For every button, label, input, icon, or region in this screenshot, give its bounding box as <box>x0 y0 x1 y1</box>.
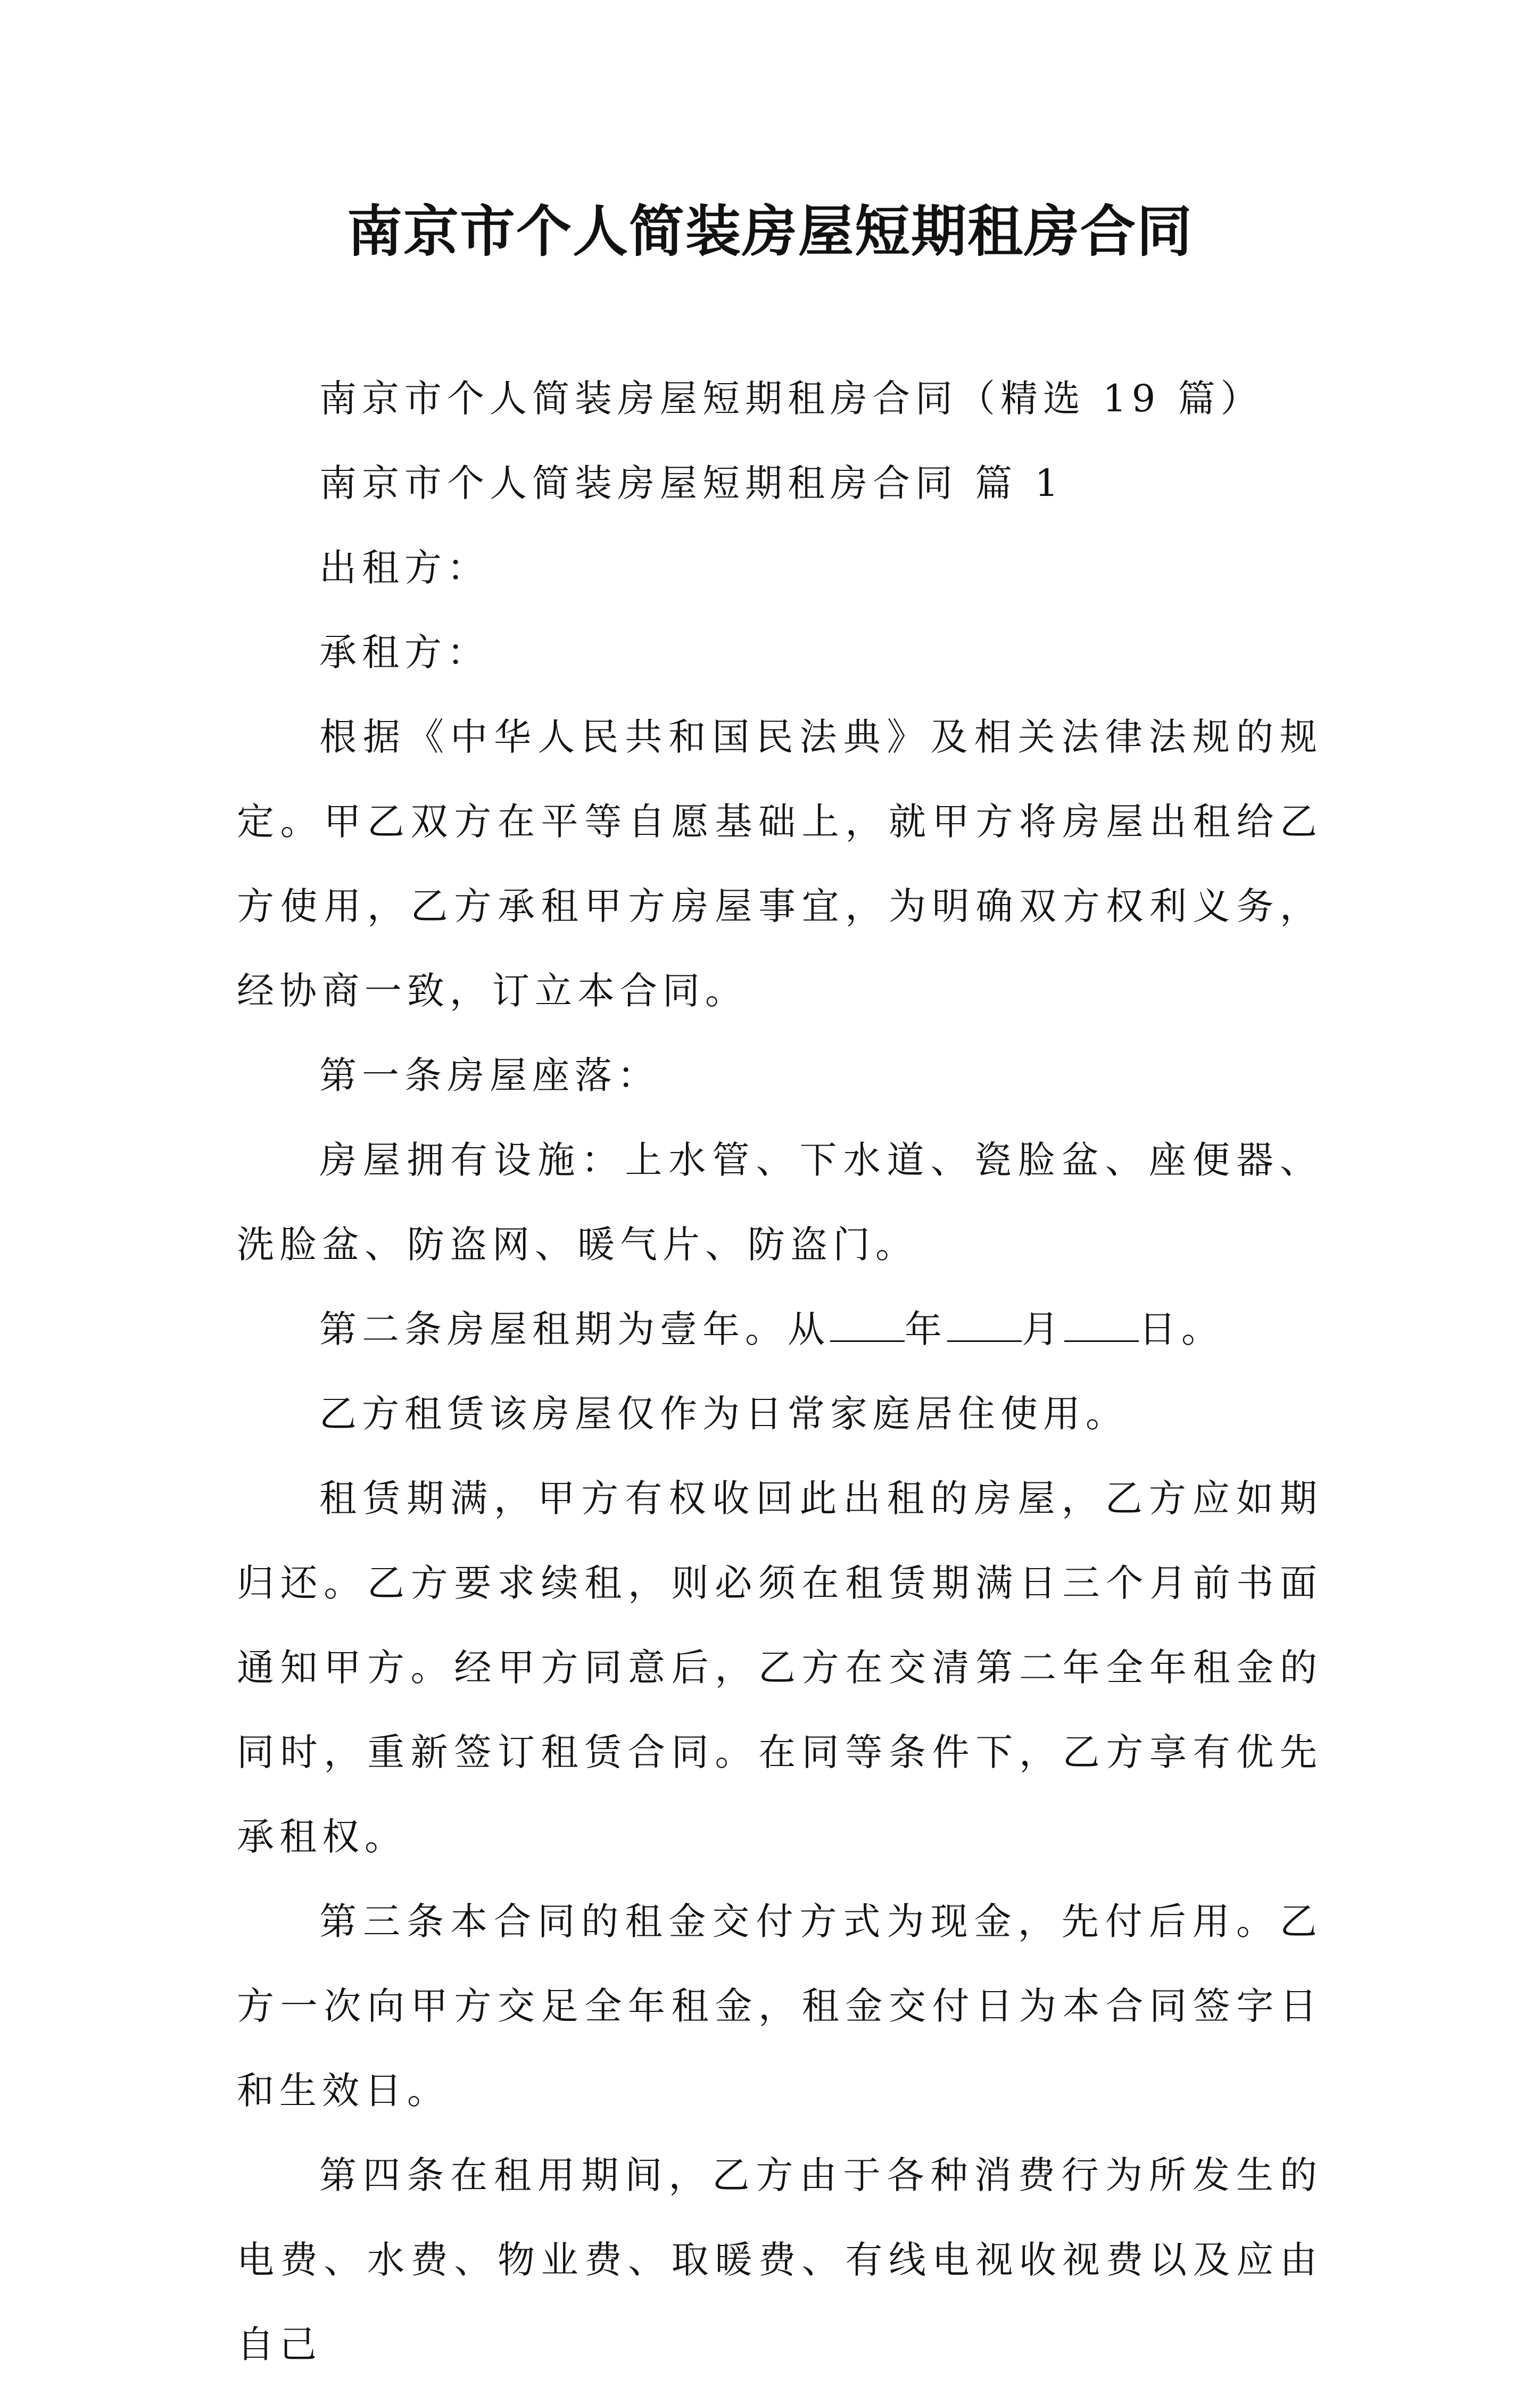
renewal-paragraph: 租赁期满，甲方有权收回此出租的房屋，乙方应如期归还。乙方要求续租，则必须在租赁期满日三个月前书面通知甲方。经甲方同意后，乙方在交清第二年全年租金的同时，重新签订租赁合同。在同等条件下，乙方享有优先承租权。 <box>237 1477 1322 1859</box>
article-3-paragraph: 第三条本合同的租金交付方式为现金，先付后用。乙方一次向甲方交足全年租金，租金交付日为本合同签字日和生效日。 <box>237 1900 1322 2112</box>
preamble-paragraph: 根据《中华人民共和国民法典》及相关法律法规的规定。甲乙双方在平等自愿基础上，就甲方将房屋出租给乙方使用，乙方承租甲方房屋事宜，为明确双方权利义务，经协商一致，订立本合同。 <box>237 715 1322 1013</box>
lessor-label: 出租方： <box>319 546 490 590</box>
article-1-heading: 第一条房屋座落： <box>319 1054 660 1097</box>
usage-paragraph: 乙方租赁该房屋仅作为日常家庭居住使用。 <box>319 1392 1128 1436</box>
article-4-paragraph: 第四条在租用期间，乙方由于各种消费行为所发生的电费、水费、物业费、取暖费、有线电视收视费以及应由自己 <box>237 2153 1322 2366</box>
article-2-term <box>237 1287 1322 1372</box>
month-blank <box>947 1309 1022 1342</box>
year-label: 年 <box>905 1307 947 1351</box>
document-body <box>237 357 1322 2387</box>
facilities-paragraph: 房屋拥有设施：上水管、下水道、瓷脸盆、座便器、洗脸盆、防盗网、暖气片、防盗门。 <box>237 1138 1322 1266</box>
day-label: 日。 <box>1139 1307 1224 1351</box>
section-heading: 南京市个人简装房屋短期租房合同 篇 1 <box>319 461 1064 505</box>
month-label: 月 <box>1022 1307 1064 1351</box>
year-blank <box>830 1309 905 1342</box>
subtitle-line: 南京市个人简装房屋短期租房合同（精选 19 篇） <box>319 377 1263 420</box>
day-blank <box>1064 1309 1139 1342</box>
document-title: 南京市个人简装房屋短期租房合同 <box>346 198 1193 264</box>
article-2-prefix: 第二条房屋租期为壹年。从 <box>319 1307 830 1351</box>
lessee-label: 承租方： <box>319 631 490 674</box>
